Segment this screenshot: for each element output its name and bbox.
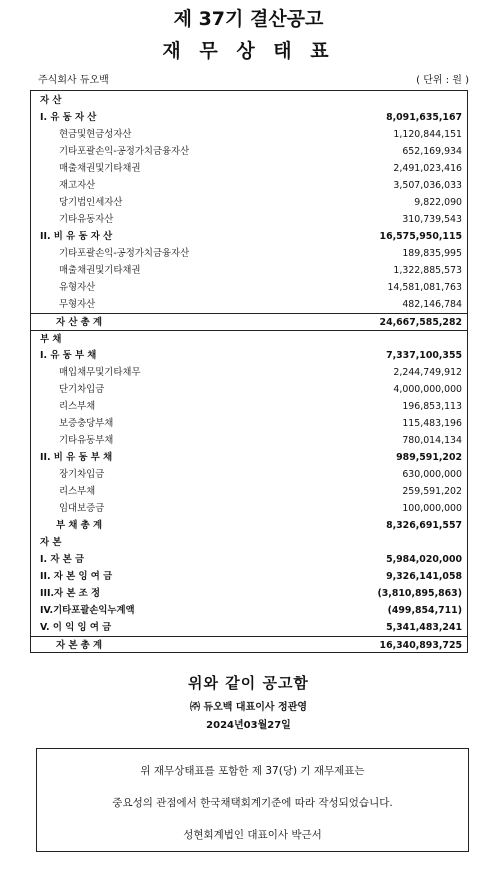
page-title: 제 37기 결산공고 bbox=[173, 8, 324, 30]
row-value: 652,169,934 bbox=[402, 146, 462, 157]
table-row bbox=[31, 636, 467, 654]
row-value: 115,483,196 bbox=[402, 418, 462, 429]
row-label: 단기차입금 bbox=[59, 384, 105, 395]
row-label: 부 채 총 계 bbox=[56, 520, 103, 531]
row-value: 14,581,081,763 bbox=[387, 282, 462, 293]
row-value: 24,667,585,282 bbox=[379, 317, 462, 328]
row-value: 3,507,036,033 bbox=[393, 180, 462, 191]
row-label: 자 산 bbox=[40, 95, 62, 106]
row-label: 자 본 총 계 bbox=[56, 640, 103, 651]
table-row bbox=[31, 415, 467, 432]
table-row bbox=[31, 262, 467, 279]
row-value: 2,244,749,912 bbox=[393, 367, 462, 378]
audit-opinion-box bbox=[36, 748, 469, 852]
row-label: 매출채권및기타채권 bbox=[59, 265, 141, 276]
row-label: 당기법인세자산 bbox=[59, 197, 123, 208]
row-value: 1,322,885,573 bbox=[393, 265, 462, 276]
row-value: 5,984,020,000 bbox=[386, 554, 462, 565]
row-label: 매입채무및기타채무 bbox=[59, 367, 141, 378]
table-row bbox=[31, 517, 467, 534]
table-row bbox=[31, 619, 467, 636]
table-row bbox=[31, 245, 467, 262]
audit-line-3: 성현회계법인 대표이사 박근서 bbox=[183, 829, 322, 841]
row-label: V. 이 익 잉 여 금 bbox=[40, 622, 112, 633]
table-row bbox=[31, 500, 467, 517]
unit-label: ( 단위 : 원 ) bbox=[416, 75, 469, 86]
table-row bbox=[31, 551, 467, 568]
row-value: 2,491,023,416 bbox=[393, 163, 462, 174]
row-value: 989,591,202 bbox=[396, 452, 462, 463]
notice-date: 2024년03월27일 bbox=[206, 720, 291, 731]
table-row bbox=[31, 330, 467, 348]
table-row bbox=[31, 449, 467, 466]
table-row bbox=[31, 279, 467, 296]
table-row bbox=[31, 602, 467, 619]
balance-sheet-table bbox=[30, 90, 468, 653]
row-label: 기타포괄손익-공정가치금융자산 bbox=[59, 146, 190, 157]
row-value: (499,854,711) bbox=[387, 605, 462, 616]
row-label: II. 비 유 동 자 산 bbox=[40, 231, 113, 242]
table-row bbox=[31, 143, 467, 160]
row-value: (3,810,895,863) bbox=[377, 588, 462, 599]
row-label: 리스부채 bbox=[59, 486, 96, 497]
table-row bbox=[31, 466, 467, 483]
row-label: 재고자산 bbox=[59, 180, 96, 191]
table-row bbox=[31, 568, 467, 585]
row-value: 189,835,995 bbox=[402, 248, 462, 259]
table-row bbox=[31, 228, 467, 245]
row-label: III.자 본 조 정 bbox=[40, 588, 101, 599]
table-row bbox=[31, 347, 467, 364]
row-label: 기타유동부채 bbox=[59, 435, 114, 446]
row-value: 8,326,691,557 bbox=[386, 520, 462, 531]
row-label: 리스부채 bbox=[59, 401, 96, 412]
row-value: 9,822,090 bbox=[414, 197, 462, 208]
row-value: 16,575,950,115 bbox=[379, 231, 462, 242]
row-value: 16,340,893,725 bbox=[379, 640, 462, 651]
row-label: 장기차입금 bbox=[59, 469, 105, 480]
row-label: IV.기타포괄손익누계액 bbox=[40, 605, 135, 616]
row-value: 7,337,100,355 bbox=[386, 350, 462, 361]
table-row bbox=[31, 432, 467, 449]
row-label: I. 자 본 금 bbox=[40, 554, 85, 565]
row-label: 무형자산 bbox=[59, 299, 96, 310]
table-row bbox=[31, 109, 467, 126]
row-value: 259,591,202 bbox=[402, 486, 462, 497]
row-value: 780,014,134 bbox=[402, 435, 462, 446]
row-label: 현금및현금성자산 bbox=[59, 129, 132, 140]
row-label: 자 산 총 계 bbox=[56, 317, 103, 328]
table-row bbox=[31, 177, 467, 194]
table-row bbox=[31, 194, 467, 211]
table-row bbox=[31, 296, 467, 313]
table-row bbox=[31, 160, 467, 177]
row-label: 부 채 bbox=[40, 334, 62, 345]
statement-title: 재 무 상 태 표 bbox=[162, 40, 335, 62]
table-row bbox=[31, 126, 467, 143]
audit-line-2: 중요성의 관점에서 한국채택회계기준에 따라 작성되었습니다. bbox=[112, 797, 393, 809]
row-value: 5,341,483,241 bbox=[386, 622, 462, 633]
row-label: II. 비 유 동 부 채 bbox=[40, 452, 113, 463]
row-value: 9,326,141,058 bbox=[386, 571, 462, 582]
table-row bbox=[31, 398, 467, 415]
row-value: 8,091,635,167 bbox=[386, 112, 462, 123]
row-value: 196,853,113 bbox=[402, 401, 462, 412]
row-value: 630,000,000 bbox=[402, 469, 462, 480]
row-label: 자 본 bbox=[40, 537, 62, 548]
row-label: 기타포괄손익-공정가치금융자산 bbox=[59, 248, 190, 259]
row-label: 매출채권및기타채권 bbox=[59, 163, 141, 174]
row-label: 임대보증금 bbox=[59, 503, 105, 514]
table-row bbox=[31, 313, 467, 331]
table-row bbox=[31, 585, 467, 602]
row-label: I. 유 동 부 채 bbox=[40, 350, 97, 361]
row-label: 유형자산 bbox=[59, 282, 96, 293]
notice-heading: 위와 같이 공고함 bbox=[188, 674, 309, 692]
audit-line-1: 위 재무상태표를 포함한 제 37(당) 기 재무제표는 bbox=[140, 765, 365, 777]
table-row bbox=[31, 364, 467, 381]
row-value: 482,146,784 bbox=[402, 299, 462, 310]
row-label: II. 자 본 잉 여 금 bbox=[40, 571, 113, 582]
table-row bbox=[31, 381, 467, 398]
table-row bbox=[31, 211, 467, 228]
company-name: 주식회사 듀오백 bbox=[38, 75, 109, 86]
row-value: 1,120,844,151 bbox=[393, 129, 462, 140]
row-value: 4,000,000,000 bbox=[393, 384, 462, 395]
row-value: 100,000,000 bbox=[402, 503, 462, 514]
table-row bbox=[31, 92, 467, 109]
row-label: I. 유 동 자 산 bbox=[40, 112, 97, 123]
row-label: 보증충당부채 bbox=[59, 418, 114, 429]
row-value: 310,739,543 bbox=[402, 214, 462, 225]
notice-signer: ㈜ 듀오백 대표이사 정관영 bbox=[189, 702, 308, 713]
row-label: 기타유동자산 bbox=[59, 214, 114, 225]
table-row bbox=[31, 483, 467, 500]
table-row bbox=[31, 534, 467, 551]
